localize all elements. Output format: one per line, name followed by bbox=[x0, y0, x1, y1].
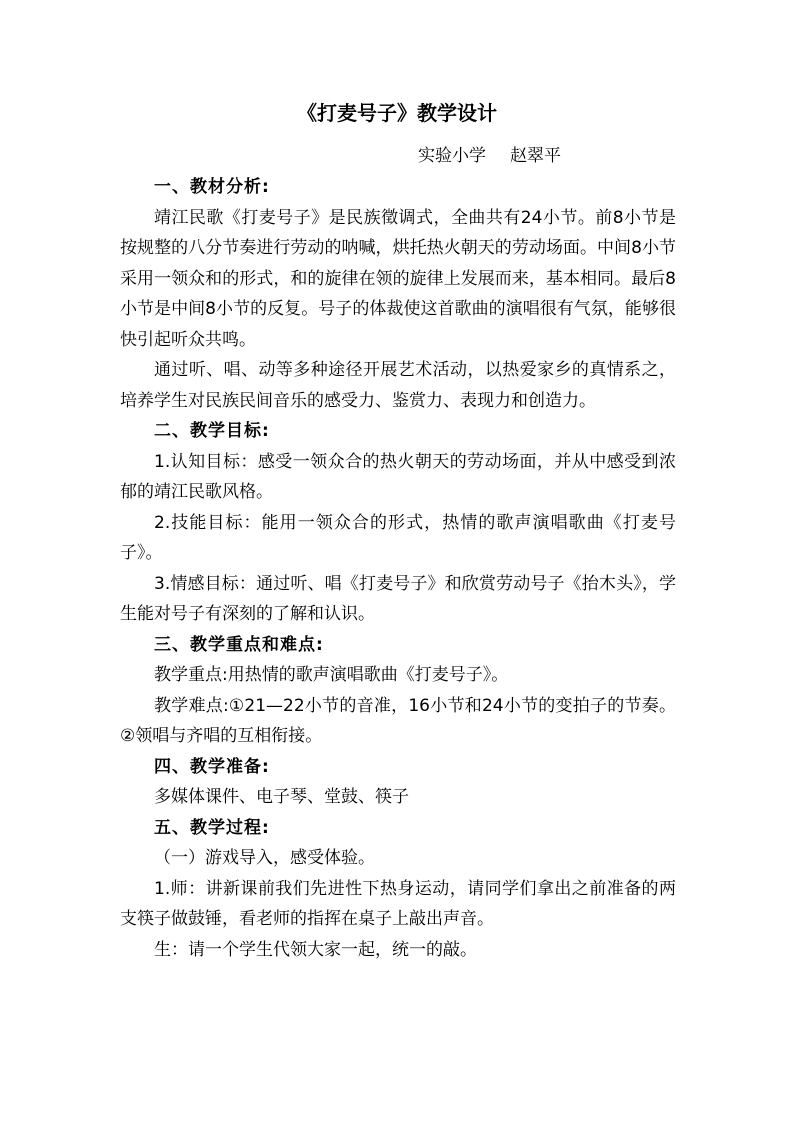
paragraph-objective-emotion: 3.情感目标：通过听、唱《打麦号子》和欣赏劳动号子《抬木头》，学生能对号子有深刻的了解和认识。 bbox=[120, 573, 676, 624]
paragraph-preparation: 多媒体课件、电子琴、堂鼓、筷子 bbox=[154, 787, 409, 807]
author-line bbox=[418, 143, 561, 169]
section-heading-objectives: 二、教学目标: bbox=[154, 421, 270, 441]
document-body bbox=[120, 172, 676, 965]
document-title: 《打麦号子》教学设计 bbox=[297, 101, 497, 125]
paragraph-analysis-2: 通过听、唱、动等多种途径开展艺术活动，以热爱家乡的真情系之，培养学生对民族民间音乐的感受力、鉴赏力、表现力和创造力。 bbox=[120, 360, 676, 411]
paragraph-objective-skill: 2.技能目标：能用一领众合的形式，热情的歌声演唱歌曲《打麦号子》。 bbox=[120, 512, 676, 563]
paragraph-objective-cognitive: 1.认知目标：感受一领众合的热火朝天的劳动场面，并从中感受到浓郁的靖江民歌风格。 bbox=[120, 451, 676, 502]
section-heading-process: 五、教学过程: bbox=[154, 817, 270, 838]
section-heading-preparation: 四、教学准备: bbox=[154, 756, 270, 777]
paragraph-process-1: 1.师：讲新课前我们先进性下热身运动，请同学们拿出之前准备的两支筷子做鼓锤，看老师的指挥在桌子上敲出声音。 bbox=[120, 878, 676, 929]
paragraph-difficulty: 教学难点:①21—22小节的音准，16小节和24小节的变拍子的节奏。②领唱与齐唱的互相衔接。 bbox=[120, 695, 676, 746]
author-name: 赵翠平 bbox=[510, 146, 561, 166]
paragraph-process-2: 生：请一个学生代领大家一起，统一的敲。 bbox=[154, 939, 477, 960]
school-name: 实验小学 bbox=[418, 146, 486, 166]
section-heading-analysis: 一、教材分析: bbox=[154, 177, 270, 197]
paragraph-analysis-1: 靖江民歌《打麦号子》是民族徵调式，全曲共有24小节。前8小节是按规整的八分节奏进行劳动的呐喊，烘托热火朝天的劳动场面。中间8小节采用一领众和的形式，和的旋律在领的旋律上发展而来，基本相同。最后8小节是中间8小节的反复。号子的体裁使这首歌曲的演唱很有气氛，能够很快引起听众共鸣。 bbox=[120, 207, 676, 350]
section-heading-keypoints: 三、教学重点和难点: bbox=[154, 634, 324, 655]
subsection-game-intro: （一）游戏导入，感受体验。 bbox=[154, 848, 375, 868]
paragraph-keypoint: 教学重点:用热情的歌声演唱歌曲《打麦号子》。 bbox=[154, 665, 509, 685]
